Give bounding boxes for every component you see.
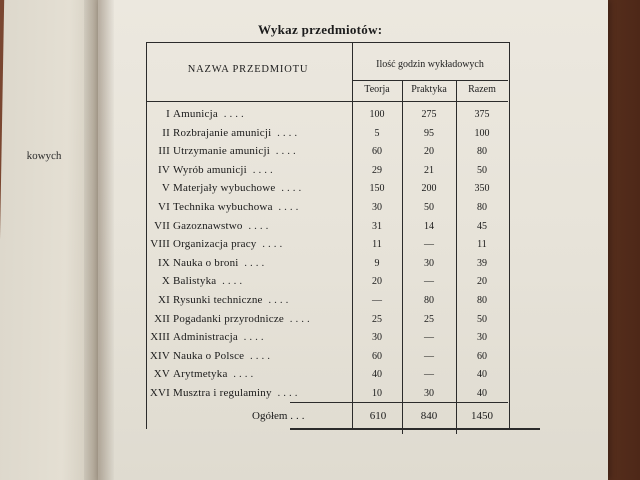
cell-teorja: — <box>372 295 382 306</box>
leader-dots: .... <box>238 257 268 269</box>
cell-teorja: 40 <box>372 369 382 380</box>
row-number: V <box>161 182 170 194</box>
total-teorja: 610 <box>369 410 387 422</box>
cell-razem: 375 <box>474 109 490 120</box>
row-subject-name: Organizacja pracy <box>173 238 257 250</box>
row-subject-name: Gazoznawstwo <box>173 220 243 232</box>
cell-razem: 80 <box>477 202 487 213</box>
cell-praktyka: — <box>424 369 434 380</box>
cell-praktyka: 20 <box>424 146 434 157</box>
header-teorja: Teorja <box>364 84 390 95</box>
row-subject-name: Balistyka <box>173 275 217 287</box>
row-number: VI <box>157 201 170 213</box>
row-subject-name: Rozbrajanie amunicji <box>173 127 272 139</box>
cell-razem: 40 <box>477 369 487 380</box>
cell-teorja: 9 <box>374 258 380 269</box>
cell-teorja: 29 <box>372 165 382 176</box>
row-number: XIII <box>150 331 170 343</box>
cell-teorja: 20 <box>372 276 382 287</box>
cell-praktyka: 95 <box>424 128 434 139</box>
table-row <box>118 145 348 157</box>
leader-dots: .... <box>262 294 292 306</box>
cell-praktyka: — <box>424 332 434 343</box>
table-row <box>118 220 348 232</box>
leader-dots: .... <box>284 313 313 325</box>
row-subject-name: Wyrób amunicji <box>173 164 247 176</box>
row-number: VII <box>154 220 170 232</box>
cell-razem: 45 <box>477 221 487 232</box>
row-subject-name: Materjały wybuchowe <box>173 182 276 194</box>
cell-teorja: 150 <box>369 183 385 194</box>
cell-razem: 80 <box>477 295 487 306</box>
row-subject-name: Utrzymanie amunicji <box>173 145 270 157</box>
cell-praktyka: 25 <box>424 314 434 325</box>
cell-razem: 60 <box>477 351 487 362</box>
cell-praktyka: — <box>424 351 434 362</box>
cell-teorja: 11 <box>372 239 382 250</box>
leader-dots: .... <box>242 220 272 232</box>
cell-praktyka: — <box>424 276 434 287</box>
header-subject-name: NAZWA PRZEDMIOTU <box>187 64 309 75</box>
table-bottom-rule <box>290 428 540 430</box>
header-hours-group: Ilość godzin wykładowych <box>376 59 484 70</box>
row-subject-name: Nauka o broni <box>173 257 239 269</box>
page-title: Wykaz przedmiotów: <box>258 22 383 37</box>
total-razem: 1450 <box>471 410 493 422</box>
row-number: IX <box>157 257 170 269</box>
cell-razem: 39 <box>477 258 487 269</box>
leader-dots: .... <box>246 164 276 176</box>
leader-dots: .... <box>227 368 257 380</box>
cell-praktyka: 30 <box>424 258 434 269</box>
header-praktyka: Praktyka <box>411 84 447 95</box>
table-row <box>118 238 348 250</box>
cell-teorja: 5 <box>374 128 380 139</box>
cell-razem: 50 <box>477 165 487 176</box>
cell-teorja: 30 <box>372 332 382 343</box>
cell-razem: 20 <box>477 276 487 287</box>
cell-teorja: 100 <box>369 109 385 120</box>
table-row <box>118 331 348 343</box>
total-label: Ogółem ... <box>252 410 308 422</box>
table-row <box>118 368 348 380</box>
row-number: I <box>166 108 170 120</box>
row-subject-name: Amunicja <box>173 108 218 120</box>
left-page-text-fragment: kowych <box>26 150 62 162</box>
table-row <box>118 257 348 269</box>
cell-razem: 80 <box>477 146 487 157</box>
row-subject-name: Arytmetyka <box>173 368 228 380</box>
header-divider <box>352 80 508 81</box>
table-row <box>118 127 348 139</box>
table-row <box>118 201 348 213</box>
row-subject-name: Pogadanki przyrodnicze <box>173 313 285 325</box>
leader-dots: .... <box>271 387 301 399</box>
table-row <box>118 294 348 306</box>
row-subject-name: Nauka o Polsce <box>173 350 245 362</box>
row-number: XII <box>154 313 170 325</box>
row-subject-name: Administracja <box>173 331 238 343</box>
table-row <box>118 108 348 120</box>
row-subject-name: Musztra i regulaminy <box>173 387 272 399</box>
table-row <box>118 350 348 362</box>
row-number: VIII <box>150 238 170 250</box>
cell-razem: 40 <box>477 388 487 399</box>
row-number: III <box>158 145 170 157</box>
total-rule <box>290 402 508 403</box>
cell-praktyka: 275 <box>421 109 437 120</box>
table-row <box>118 275 348 287</box>
leader-dots: .... <box>271 127 301 139</box>
row-number: X <box>161 275 170 287</box>
table-row <box>118 313 348 325</box>
leader-dots: .... <box>275 182 305 194</box>
row-subject-name: Rysunki techniczne <box>173 294 263 306</box>
table-row <box>118 387 348 399</box>
leader-dots: .... <box>237 331 267 343</box>
leader-dots: .... <box>256 238 286 250</box>
row-subject-name: Technika wybuchowa <box>173 201 273 213</box>
cell-razem: 50 <box>477 314 487 325</box>
leader-dots: .... <box>269 145 299 157</box>
row-number: XV <box>153 368 170 380</box>
cell-teorja: 60 <box>372 351 382 362</box>
cell-teorja: 10 <box>372 388 382 399</box>
cell-praktyka: — <box>424 239 434 250</box>
cell-razem: 11 <box>477 239 487 250</box>
header-bottom-rule <box>146 101 508 102</box>
leader-dots: .... <box>272 201 302 213</box>
row-number: XVI <box>149 387 170 399</box>
cell-praktyka: 21 <box>424 165 434 176</box>
cell-teorja: 31 <box>372 221 382 232</box>
table-row <box>118 164 348 176</box>
cell-praktyka: 30 <box>424 388 434 399</box>
total-praktyka: 840 <box>420 410 438 422</box>
table-row <box>118 182 348 194</box>
cell-praktyka: 50 <box>424 202 434 213</box>
leader-dots: .... <box>217 108 247 120</box>
cell-teorja: 60 <box>372 146 382 157</box>
cell-razem: 350 <box>474 183 490 194</box>
cell-teorja: 25 <box>372 314 382 325</box>
cell-praktyka: 14 <box>424 221 434 232</box>
cell-praktyka: 80 <box>424 295 434 306</box>
book-spine-shadow <box>84 0 114 480</box>
cell-razem: 30 <box>477 332 487 343</box>
cell-praktyka: 200 <box>421 183 437 194</box>
cell-razem: 100 <box>474 128 490 139</box>
cell-teorja: 30 <box>372 202 382 213</box>
row-number: XIV <box>149 350 170 362</box>
row-number: IV <box>157 164 170 176</box>
row-number: XI <box>157 294 170 306</box>
row-number: II <box>162 127 170 139</box>
leader-dots: .... <box>244 350 273 362</box>
header-razem: Razem <box>468 84 496 95</box>
leader-dots: .... <box>216 275 246 287</box>
